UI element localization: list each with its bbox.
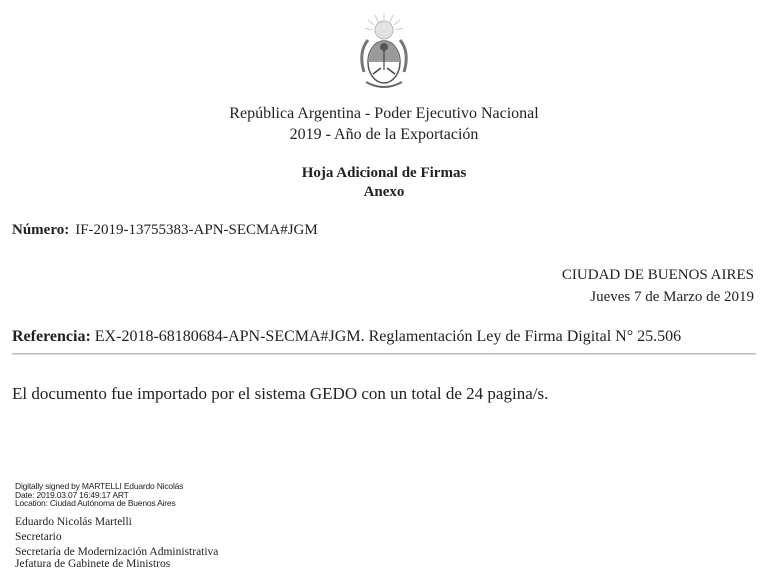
number-value: IF-2019-13755383-APN-SECMA#JGM xyxy=(75,222,318,238)
signed-by: Digitally signed by MARTELLI Eduardo Nicolás xyxy=(15,481,184,491)
coat-of-arms-icon xyxy=(355,12,413,102)
divider xyxy=(12,353,756,355)
body-text: El documento fue importado por el sistema GEDO con un total de 24 pagina/s. xyxy=(12,384,549,403)
reference xyxy=(12,328,681,346)
signer-name: Eduardo Nicolás Martelli xyxy=(15,516,132,528)
signer-title: Secretario xyxy=(15,531,62,543)
place-date xyxy=(562,264,754,308)
header-line-2: 2019 - Año de la Exportación xyxy=(289,126,479,143)
document-number xyxy=(12,222,318,239)
number-label: Número: xyxy=(12,222,70,238)
document-title: Hoja Adicional de Firmas xyxy=(301,165,467,181)
sign-location: Location: Ciudad Autónoma de Buenos Aires xyxy=(15,498,176,508)
signer-office: Secretaría de Modernización Administrativa xyxy=(15,546,219,558)
city: CIUDAD DE BUENOS AIRES xyxy=(561,267,754,283)
header-line-1: República Argentina - Poder Ejecutivo Nacional xyxy=(229,105,539,122)
reference-value: EX-2018-68180684-APN-SECMA#JGM. Reglamentación Ley de Firma Digital N° 25.506 xyxy=(94,328,682,345)
signer-block xyxy=(15,515,218,572)
document-subtitle: Anexo xyxy=(363,184,405,200)
reference-label: Referencia: xyxy=(12,328,91,345)
digital-signature-stamp xyxy=(15,482,183,508)
sign-date: Date: 2019.03.07 16:49:17 ART xyxy=(15,489,129,500)
date: Jueves 7 de Marzo de 2019 xyxy=(590,289,754,305)
signer-ministry: Jefatura de Gabinete de Ministros xyxy=(15,558,171,570)
